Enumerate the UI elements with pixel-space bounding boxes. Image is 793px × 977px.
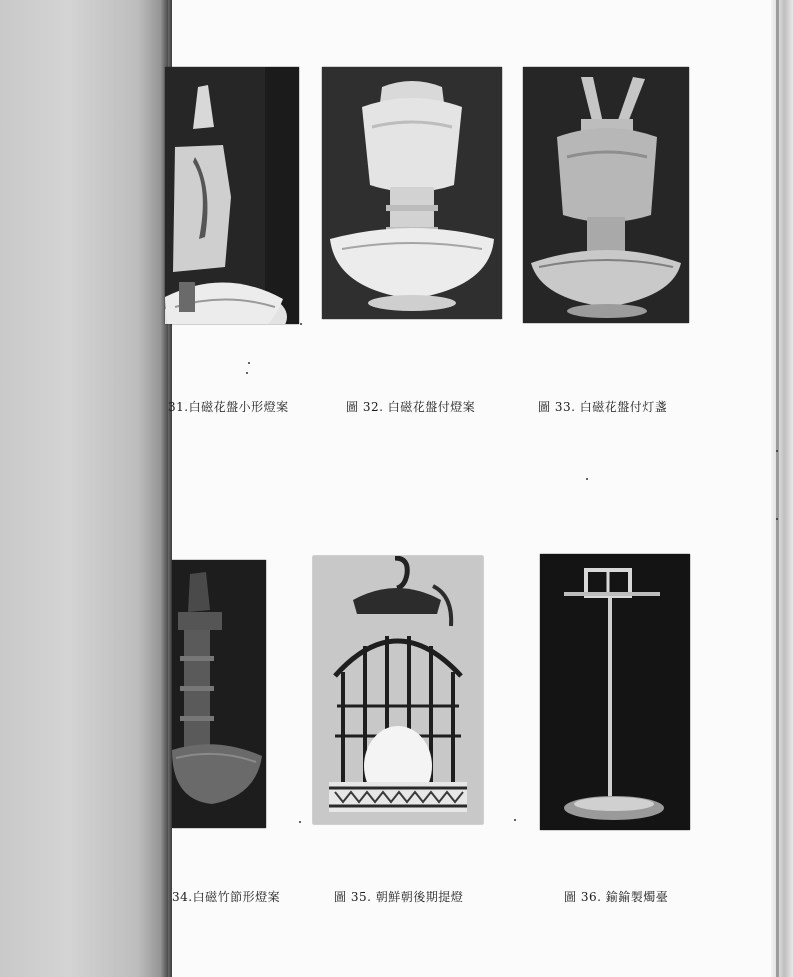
scan-speck [586, 478, 588, 480]
photo-joseon-lantern [313, 556, 483, 824]
scan-speck [246, 372, 248, 374]
photo-bamboo-lamp-stand [172, 560, 266, 828]
photo-lamp-with-flower-dish [523, 67, 689, 323]
caption-figure-35: 圖 35. 朝鮮朝後期提燈 [334, 890, 464, 904]
caption-figure-34: 34.白磁竹節形燈案 [172, 890, 281, 904]
caption-figure-32: 圖 32. 白磁花盤付燈案 [346, 400, 476, 414]
caption-figure-31: 31.白磁花盤小形燈案 [168, 400, 289, 414]
caption-figure-33: 圖 33. 白磁花盤付灯盞 [538, 400, 668, 414]
photo-small-lamp-stand [165, 67, 299, 324]
page-right-edge [771, 0, 793, 977]
page-edge-line [776, 0, 779, 977]
book-binding-shadow [0, 0, 172, 977]
scan-speck [299, 821, 301, 823]
scan-speck [248, 362, 250, 364]
scan-speck [776, 518, 778, 520]
photo-lamp-stand-flower-dish [322, 67, 502, 319]
scan-speck [300, 323, 302, 325]
scan-speck [514, 819, 516, 821]
photo-brass-candlestick [540, 554, 690, 830]
scan-speck [776, 450, 778, 452]
caption-figure-36: 圖 36. 鍮鍮製燭臺 [564, 890, 669, 904]
